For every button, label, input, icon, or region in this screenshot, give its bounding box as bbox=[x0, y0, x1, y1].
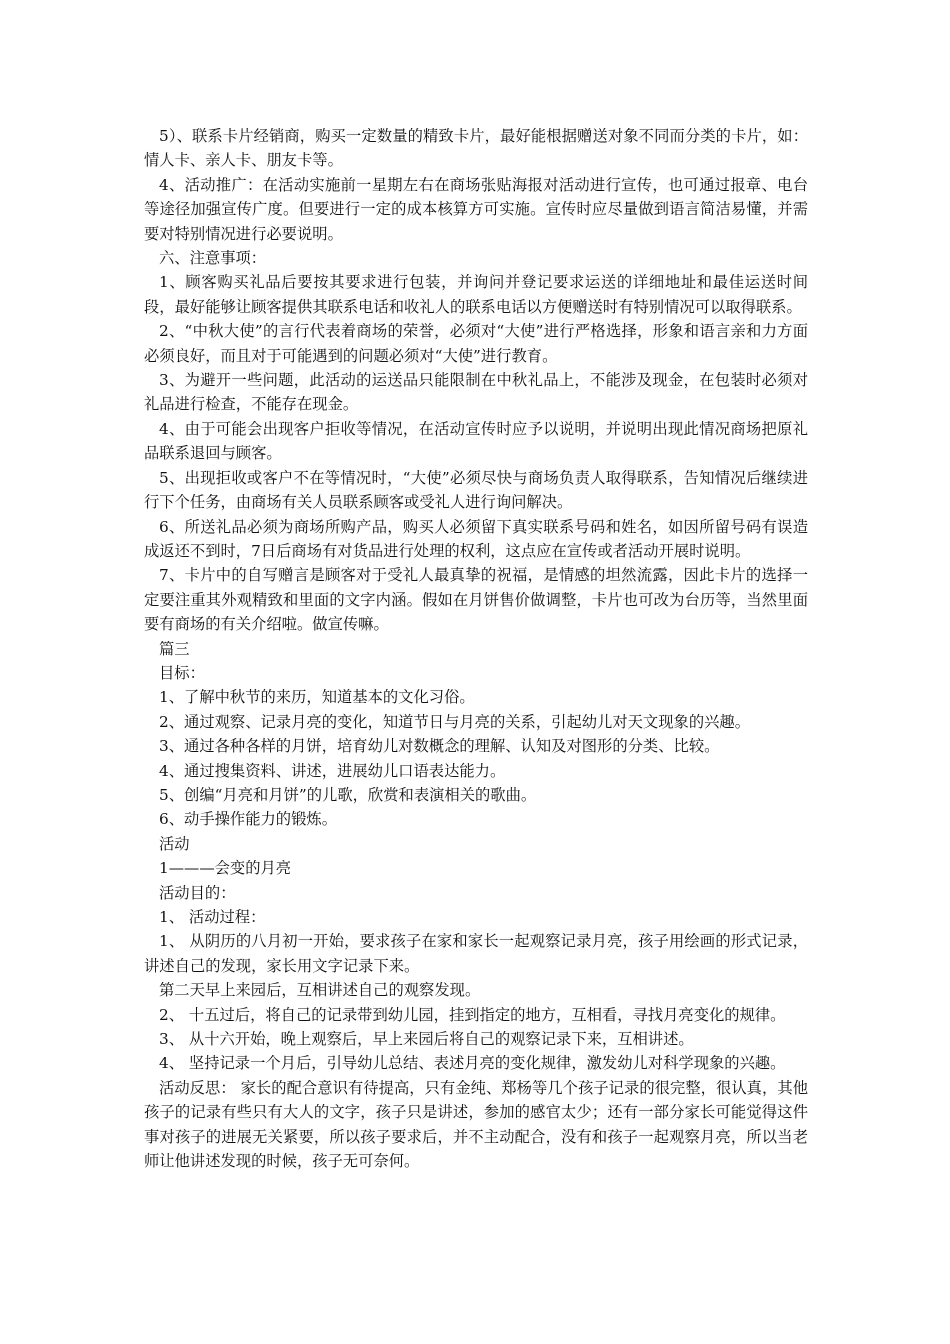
paragraph-note-5: 5、出现拒收或客户不在等情况时，“大使”必须尽快与商场负责人取得联系，告知情况后继续进行下个任务，由商场有关人员联系顾客或受礼人进行询问解决。 bbox=[144, 468, 808, 512]
activity-title: 1———会变的月亮 bbox=[159, 859, 292, 878]
heading-notes: 六、注意事项： bbox=[159, 249, 267, 268]
heading-goals: 目标： bbox=[159, 663, 205, 682]
paragraph-note-1: 1、顾客购买礼品后要按其要求进行包装，并询问并登记要求运送的详细地址和最佳运送时间段，最好能够让顾客提供其联系电话和收礼人的联系电话以方便赠送时有特别情况可以取得联系。 bbox=[144, 273, 808, 316]
goal-item-5: 5、创编“月亮和月饼”的儿歌，欣赏和表演相关的歌曲。 bbox=[159, 785, 537, 804]
paragraph-note-2: 2、“中秋大使”的言行代表着商场的荣誉，必须对“大使”进行严格选择，形象和语言亲和力方面必须良好，而且对于可能遇到的问题必须对“大使”进行教育。 bbox=[144, 322, 808, 365]
paragraph-reflection: 活动反思： 家长的配合意识有待提高，只有金纯、郑杨等几个孩子记录的很完整，很认真，其他孩子的记录有些只有大人的文字，孩子只是讲述，参加的感官太少；还有一部分家长可能觉得这件事对孩子的进展无关紧要，所以孩子要求后，并不主动配合，没有和孩子一起观察月亮，所以当老师让他讲述发现的时候，孩子无可奈何。 bbox=[144, 1078, 808, 1171]
goal-item-3: 3、通过各种各样的月饼，培育幼儿对数概念的理解、认知及对图形的分类、比较。 bbox=[159, 737, 720, 756]
process-step-4: 4、 坚持记录一个月后，引导幼儿总结、表述月亮的变化规律，激发幼儿对科学现象的兴趣。 bbox=[159, 1054, 786, 1073]
paragraph-note-4: 4、由于可能会出现客户拒收等情况，在活动宣传时应予以说明，并说明出现此情况商场把原礼品联系退回与顾客。 bbox=[144, 419, 808, 463]
heading-activity: 活动 bbox=[159, 834, 190, 853]
paragraph-note-3: 3、为避开一些问题，此活动的运送品只能限制在中秋礼品上，不能涉及现金，在包装时必须对礼品进行检查，不能存在现金。 bbox=[144, 371, 808, 414]
section-title-part3: 篇三 bbox=[159, 639, 190, 658]
paragraph-note-7: 7、卡片中的自写赠言是顾客对于受礼人最真挚的祝福，是情感的坦然流露，因此卡片的选择一定要注重其外观精致和里面的文字内涵。假如在月饼售价做调整，卡片也可改为台历等，当然里面要有商场的有关介绍啦。做宣传嘛。 bbox=[144, 566, 808, 634]
heading-activity-purpose: 活动目的： bbox=[159, 883, 236, 902]
process-step-1: 1、 从阴历的八月初一开始，要求孩子在家和家长一起观察记录月亮，孩子用绘画的形式记录，讲述自己的发现，家长用文字记录下来。 bbox=[144, 932, 808, 975]
goal-item-4: 4、通过搜集资料、讲述，进展幼儿口语表达能力。 bbox=[159, 761, 506, 780]
goal-item-1: 1、了解中秋节的来历，知道基本的文化习俗。 bbox=[159, 688, 475, 707]
paragraph-note-6: 6、所送礼品必须为商场所购产品，购买人必须留下真实联系号码和姓名，如因所留号码有误造成返还不到时，7日后商场有对货品进行处理的权利，这点应在宣传或者活动开展时说明。 bbox=[144, 517, 808, 560]
document-body bbox=[144, 124, 808, 1173]
process-step-1-followup: 第二天早上来园后，互相讲述自己的观察发现。 bbox=[159, 981, 481, 1000]
heading-activity-process: 1、 活动过程： bbox=[159, 908, 266, 926]
goal-item-2: 2、通过观察、记录月亮的变化，知道节日与月亮的关系，引起幼儿对天文现象的兴趣。 bbox=[159, 712, 751, 731]
goal-item-6: 6、动手操作能力的锻炼。 bbox=[159, 810, 337, 829]
process-step-2: 2、 十五过后，将自己的记录带到幼儿园，挂到指定的地方，互相看，寻找月亮变化的规律。 bbox=[159, 1005, 786, 1024]
paragraph-card-vendor: 5）、联系卡片经销商，购买一定数量的精致卡片，最好能根据赠送对象不同而分类的卡片，如：情人卡、亲人卡、朋友卡等。 bbox=[144, 127, 808, 170]
paragraph-promotion: 4、活动推广：在活动实施前一星期左右在商场张贴海报对活动进行宣传，也可通过报章、电台等途径加强宣传广度。但要进行一定的成本核算方可实施。宣传时应尽量做到语言简洁易懂，并需要对特别情况进行必要说明。 bbox=[144, 175, 808, 243]
process-step-3: 3、 从十六开始，晚上观察后，早上来园后将自己的观察记录下来，互相讲述。 bbox=[159, 1030, 694, 1049]
